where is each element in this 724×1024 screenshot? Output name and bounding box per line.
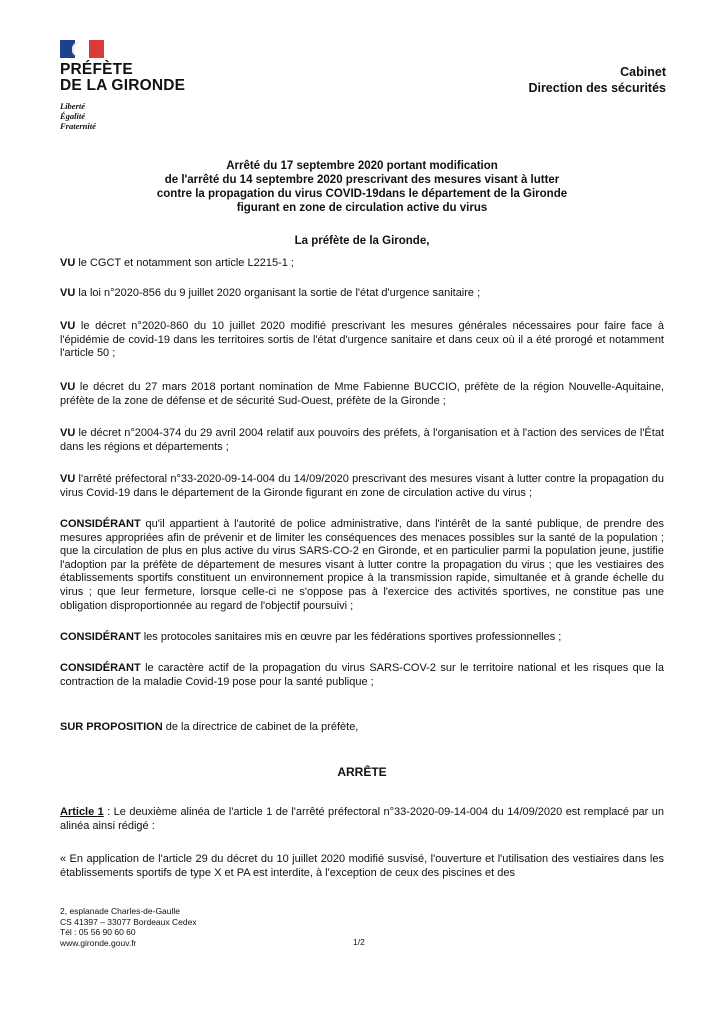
paragraph-lead: CONSIDÉRANT <box>60 631 141 643</box>
footer-website: www.gironde.gouv.fr <box>60 937 137 948</box>
visa-paragraph <box>60 381 664 408</box>
article-1-quote: « En application de l'article 29 du décret du 10 juillet 2020 modifié susvisé, l'ouverture et l'utilisation des vestiaires dans les établissements sportifs de type X et PA est interdite, à l'exception de ceux des piscines et des <box>60 853 664 879</box>
title-line: de l'arrêté du 14 septembre 2020 prescrivant des mesures visant à lutter <box>164 174 560 186</box>
paragraph-lead: CONSIDÉRANT <box>60 662 141 674</box>
paragraph-text: le caractère actif de la propagation du virus SARS-COV-2 sur le territoire national et les risques que la contraction de la maladie Covid-19 pose pour la santé publique ; <box>60 662 664 688</box>
proposal-paragraph <box>60 721 664 735</box>
prefecture-line-2: DE LA GIRONDE <box>60 77 186 94</box>
footer-address <box>60 906 197 948</box>
title-line: figurant en zone de circulation active du virus <box>236 202 488 214</box>
motto-fraternite: Fraternité <box>60 121 96 131</box>
visa-paragraph <box>60 473 664 500</box>
paragraph-lead: VU <box>60 381 76 393</box>
paragraph-lead: VU <box>60 473 76 485</box>
visa-paragraph <box>60 257 664 271</box>
motto-egalite: Égalité <box>60 111 86 121</box>
paragraph-text: de la directrice de cabinet de la préfète, <box>162 721 359 733</box>
considerant-paragraph <box>60 518 664 613</box>
footer-line: Tél : 05 56 90 60 60 <box>60 927 136 937</box>
marianne-logo <box>60 40 104 58</box>
visa-paragraph <box>60 427 664 454</box>
paragraph-text: qu'il appartient à l'autorité de police administrative, dans l'intérêt de la santé publique, de prendre des mesures appropriées afin de prévenir et de limiter les conséquences des menaces possibles sur la santé de la population ; que la circulation de plus en plus active du virus SARS-CO-2 en Gironde, et en particulier parmi la population jeune, justifie l'adoption par la préfète de département de mesures visant à lutter contre la propagation du virus ; que les vestiaires des établissements sportifs constituent un environnement propice à la transmission rapide, simultanée et à grande échelle du virus ; que leur fermeture, lorsque celle-ci ne s'oppose pas à l'exercice des activités sportives, ne constitue pas une obligation disproportionnée au regard de l'objectif poursuivi ; <box>60 518 664 612</box>
paragraph-text: l'arrêté préfectoral n°33-2020-09-14-004 du 14/09/2020 prescrivant des mesures visant à lutter contre la propagation du virus Covid-19 dans le département de la Gironde figurant en zone de circulation active du virus ; <box>60 473 664 499</box>
prefecture-name <box>60 62 185 94</box>
paragraph-lead: SUR PROPOSITION <box>60 721 163 733</box>
title-line: Arrêté du 17 septembre 2020 portant modification <box>226 160 498 172</box>
paragraph-text: les protocoles sanitaires mis en œuvre par les fédérations sportives professionnelles ; <box>140 631 562 643</box>
paragraph-text: le décret n°2004-374 du 29 avril 2004 relatif aux pouvoirs des préfets, à l'organisation et à l'action des services de l'État dans les régions et départements ; <box>60 427 664 453</box>
paragraph-lead: VU <box>60 320 76 332</box>
paragraph-lead: VU <box>60 257 76 269</box>
page-number: 1/2 <box>353 937 365 947</box>
republic-motto <box>60 101 96 131</box>
considerant-paragraph <box>60 662 664 689</box>
paragraph-lead: VU <box>60 427 76 439</box>
article-label: Article 1 <box>60 806 104 818</box>
title-line: contre la propagation du virus COVID-19dans le département de la Gironde <box>156 188 568 200</box>
decision-heading: ARRÊTE <box>337 765 387 779</box>
prefecture-line-1: PRÉFÈTE <box>60 61 133 78</box>
article-text: : Le deuxième alinéa de l'article 1 de l'arrêté préfectoral n°33-2020-09-14-004 du 14/09/2020 est remplacé par un alinéa ainsi rédigé : <box>60 806 664 832</box>
paragraph-text: le décret n°2020-860 du 10 juillet 2020 modifié prescrivant les mesures générales nécessaires pour faire face à l'épidémie de covid-19 dans les territoires sortis de l'état d'urgence sanitaire et dans ceux où il a été prorogé et notamment l'article 50 ; <box>60 320 664 360</box>
issuing-service <box>528 64 666 96</box>
paragraph-lead: VU <box>60 287 76 299</box>
decree-title <box>60 159 664 215</box>
service-cabinet: Cabinet <box>620 65 666 79</box>
article-1 <box>60 806 664 833</box>
visa-paragraph <box>60 287 664 301</box>
paragraph-text: la loi n°2020-856 du 9 juillet 2020 organisant la sortie de l'état d'urgence sanitaire ; <box>75 287 481 299</box>
service-direction: Direction des sécurités <box>528 81 666 95</box>
footer-line: CS 41397 – 33077 Bordeaux Cedex <box>60 916 197 927</box>
paragraph-text: le décret du 27 mars 2018 portant nomination de Mme Fabienne BUCCIO, préfète de la région Nouvelle-Aquitaine, préfète de la zone de défense et de sécurité Sud-Ouest, préfète de la Gironde ; <box>60 381 664 407</box>
visa-paragraph <box>60 320 664 361</box>
motto-liberte: Liberté <box>60 101 86 111</box>
paragraph-text: le CGCT et notamment son article L2215-1 ; <box>75 257 294 269</box>
issuer-line: La préfète de la Gironde, <box>294 235 430 247</box>
paragraph-lead: CONSIDÉRANT <box>60 518 141 530</box>
footer-line: 2, esplanade Charles-de-Gaulle <box>60 906 181 916</box>
considerant-paragraph <box>60 631 664 645</box>
